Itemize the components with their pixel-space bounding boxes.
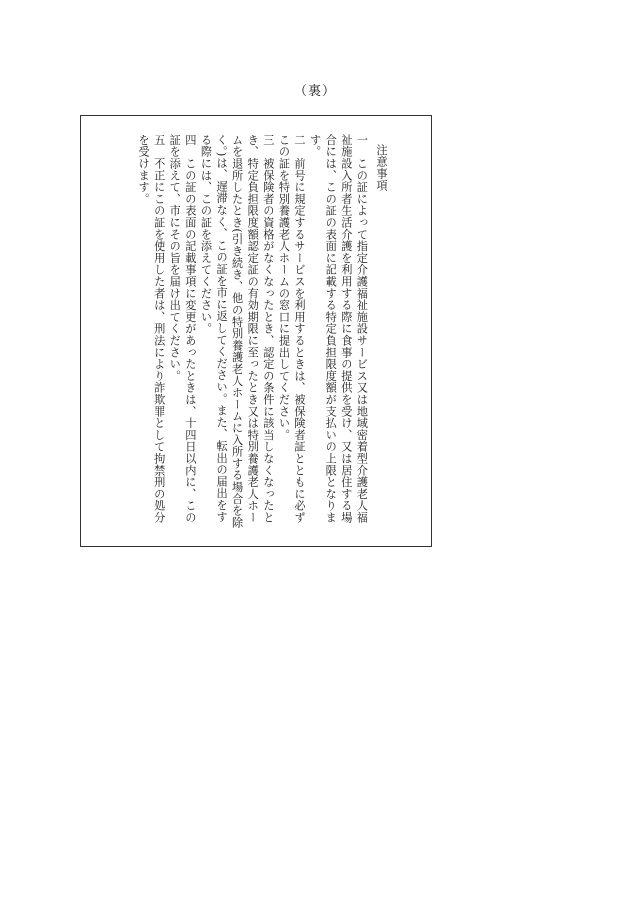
notice-item-2: 二 前号に規定するサービスを利用するときは、被保険者証とともに必ずこの証を特別養護老人ホームの窓口に提出してください。 xyxy=(277,134,307,524)
notice-item-3: 三 被保険者の資格がなくなったとき、認定の条件に該当しなくなったとき、特定負担限度額認定証の有効期限に至ったとき又は特別養護老人ホームを退所したとき(引き続き、他の特別養護老人ホームに入所する場合を除く。)は、遅滞なく、この証を市に返してください。また、転出の届出をする際には、この証を添えてください。 xyxy=(199,134,275,529)
notice-item-4: 四 この証の表面の記載事項に変更があったときは、十四日以内に、この証を添えて、市にその旨を届け出てください。 xyxy=(168,134,197,524)
notice-item-5: 五 不正にこの証を使用した者は、刑法により詐欺罪として拘禁刑の処分を受けます。 xyxy=(137,134,166,524)
notice-text xyxy=(136,134,390,534)
notice-title: 注意事項 xyxy=(375,144,388,192)
notice-box xyxy=(80,115,432,547)
notice-item-1: 一 この証によって指定介護福祉施設サービス又は地域密着型介護老人福祉施設入所者生活介護を利用する際に食事の提供を受け、又は居住する場合には、この証の表面に記載する特定負担限度額が支払いの上限となります。 xyxy=(308,134,369,524)
page-heading: （裏） xyxy=(293,84,336,99)
